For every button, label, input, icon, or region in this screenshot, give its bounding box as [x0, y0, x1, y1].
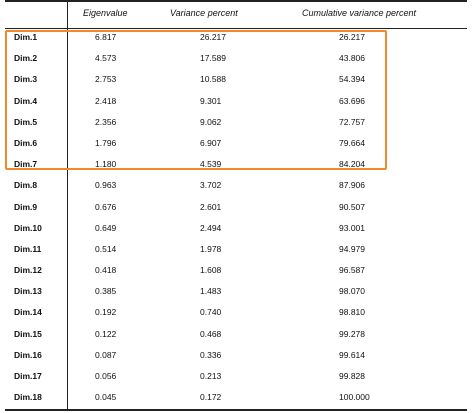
variance-percent-cell: 9.301	[200, 95, 222, 106]
variance-percent-cell: 0.740	[200, 307, 222, 318]
dimension-label: Dim.6	[14, 137, 38, 148]
dimension-label: Dim.2	[14, 53, 38, 64]
table-row	[5, 197, 467, 218]
variance-percent-cell: 0.172	[200, 392, 222, 403]
eigenvalue-cell: 0.045	[95, 392, 117, 403]
cumulative-variance-cell: 98.810	[339, 307, 365, 318]
cumulative-variance-cell: 99.614	[339, 349, 365, 360]
cumulative-variance-cell: 79.664	[339, 137, 365, 148]
eigenvalue-cell: 2.753	[95, 74, 117, 85]
variance-percent-cell: 1.978	[200, 243, 222, 254]
cumulative-variance-cell: 96.587	[339, 265, 365, 276]
dimension-label: Dim.13	[14, 286, 42, 297]
dimension-label: Dim.5	[14, 116, 38, 127]
dimension-label: Dim.17	[14, 371, 42, 381]
eigenvalue-table	[5, 0, 467, 411]
dimension-label: Dim.8	[14, 180, 38, 191]
header-variance-percent: Variance percent	[170, 8, 238, 18]
cumulative-variance-cell: 98.070	[339, 286, 365, 297]
variance-percent-cell: 2.494	[200, 222, 222, 233]
cumulative-variance-cell: 54.394	[339, 74, 365, 85]
header-cumulative-variance-percent: Cumulative variance percent	[302, 8, 417, 18]
header-eigenvalue: Eigenvalue	[83, 8, 128, 18]
cumulative-variance-cell: 90.507	[339, 201, 365, 212]
highlight-box	[5, 30, 387, 170]
cumulative-variance-cell: 72.757	[339, 116, 365, 127]
eigenvalue-cell: 0.385	[95, 286, 117, 297]
table-bottom-rule	[5, 409, 467, 411]
cumulative-variance-cell: 26.217	[339, 32, 365, 42]
eigenvalue-cell: 0.122	[95, 328, 117, 339]
cumulative-variance-cell: 43.806	[339, 53, 365, 64]
eigenvalue-cell: 0.649	[95, 222, 117, 233]
cumulative-variance-cell: 84.204	[339, 159, 365, 170]
dimension-label: Dim.4	[14, 95, 38, 106]
dimension-label: Dim.3	[14, 74, 38, 85]
variance-percent-cell: 2.601	[200, 201, 222, 212]
cumulative-variance-cell: 99.828	[339, 371, 365, 381]
dimension-label: Dim.11	[14, 243, 42, 254]
cumulative-variance-cell: 93.001	[339, 222, 365, 233]
dimension-label: Dim.9	[14, 201, 38, 212]
eigenvalue-cell: 2.356	[95, 116, 117, 127]
variance-percent-cell: 0.336	[200, 349, 222, 360]
dimension-label: Dim.10	[14, 222, 42, 233]
variance-percent-cell: 4.539	[200, 159, 222, 170]
table-row	[5, 175, 467, 196]
cumulative-variance-cell: 63.696	[339, 95, 365, 106]
eigenvalue-cell: 0.514	[95, 243, 117, 254]
variance-percent-cell: 0.213	[200, 371, 222, 381]
variance-percent-cell: 26.217	[200, 32, 226, 42]
eigenvalue-cell: 2.418	[95, 95, 117, 106]
table-row	[5, 281, 467, 302]
eigenvalue-cell: 6.817	[95, 32, 117, 42]
dimension-label: Dim.1	[14, 32, 38, 42]
table-row	[5, 218, 467, 239]
dimension-label: Dim.7	[14, 159, 38, 170]
table-top-rule	[5, 0, 467, 2]
table-row	[5, 366, 467, 387]
cumulative-variance-cell: 100.000	[339, 392, 370, 403]
table-row	[5, 324, 467, 345]
table-row	[5, 260, 467, 281]
eigenvalue-cell: 0.192	[95, 307, 117, 318]
eigenvalue-cell: 4.573	[95, 53, 117, 64]
variance-percent-cell: 17.589	[200, 53, 226, 64]
cumulative-variance-cell: 94.979	[339, 243, 365, 254]
table-row	[5, 387, 467, 408]
eigenvalue-cell: 0.418	[95, 265, 117, 276]
table-row	[5, 302, 467, 323]
eigenvalue-cell: 0.676	[95, 201, 117, 212]
table-row	[5, 345, 467, 366]
variance-percent-cell: 3.702	[200, 180, 222, 191]
variance-percent-cell: 1.608	[200, 265, 222, 276]
cumulative-variance-cell: 87.906	[339, 180, 365, 191]
table-header	[5, 8, 467, 24]
dimension-label: Dim.14	[14, 307, 42, 318]
dimension-label: Dim.18	[14, 392, 42, 403]
eigenvalue-cell: 0.963	[95, 180, 117, 191]
eigenvalue-cell: 1.180	[95, 159, 117, 170]
dimension-label: Dim.15	[14, 328, 42, 339]
dimension-label: Dim.12	[14, 265, 42, 276]
variance-percent-cell: 6.907	[200, 137, 222, 148]
table-row	[5, 239, 467, 260]
eigenvalue-cell: 1.796	[95, 137, 117, 148]
variance-percent-cell: 10.588	[200, 74, 226, 85]
cumulative-variance-cell: 99.278	[339, 328, 365, 339]
variance-percent-cell: 0.468	[200, 328, 222, 339]
variance-percent-cell: 1.483	[200, 286, 222, 297]
dimension-label: Dim.16	[14, 349, 42, 360]
eigenvalue-cell: 0.087	[95, 349, 117, 360]
eigenvalue-cell: 0.056	[95, 371, 117, 381]
variance-percent-cell: 9.062	[200, 116, 222, 127]
